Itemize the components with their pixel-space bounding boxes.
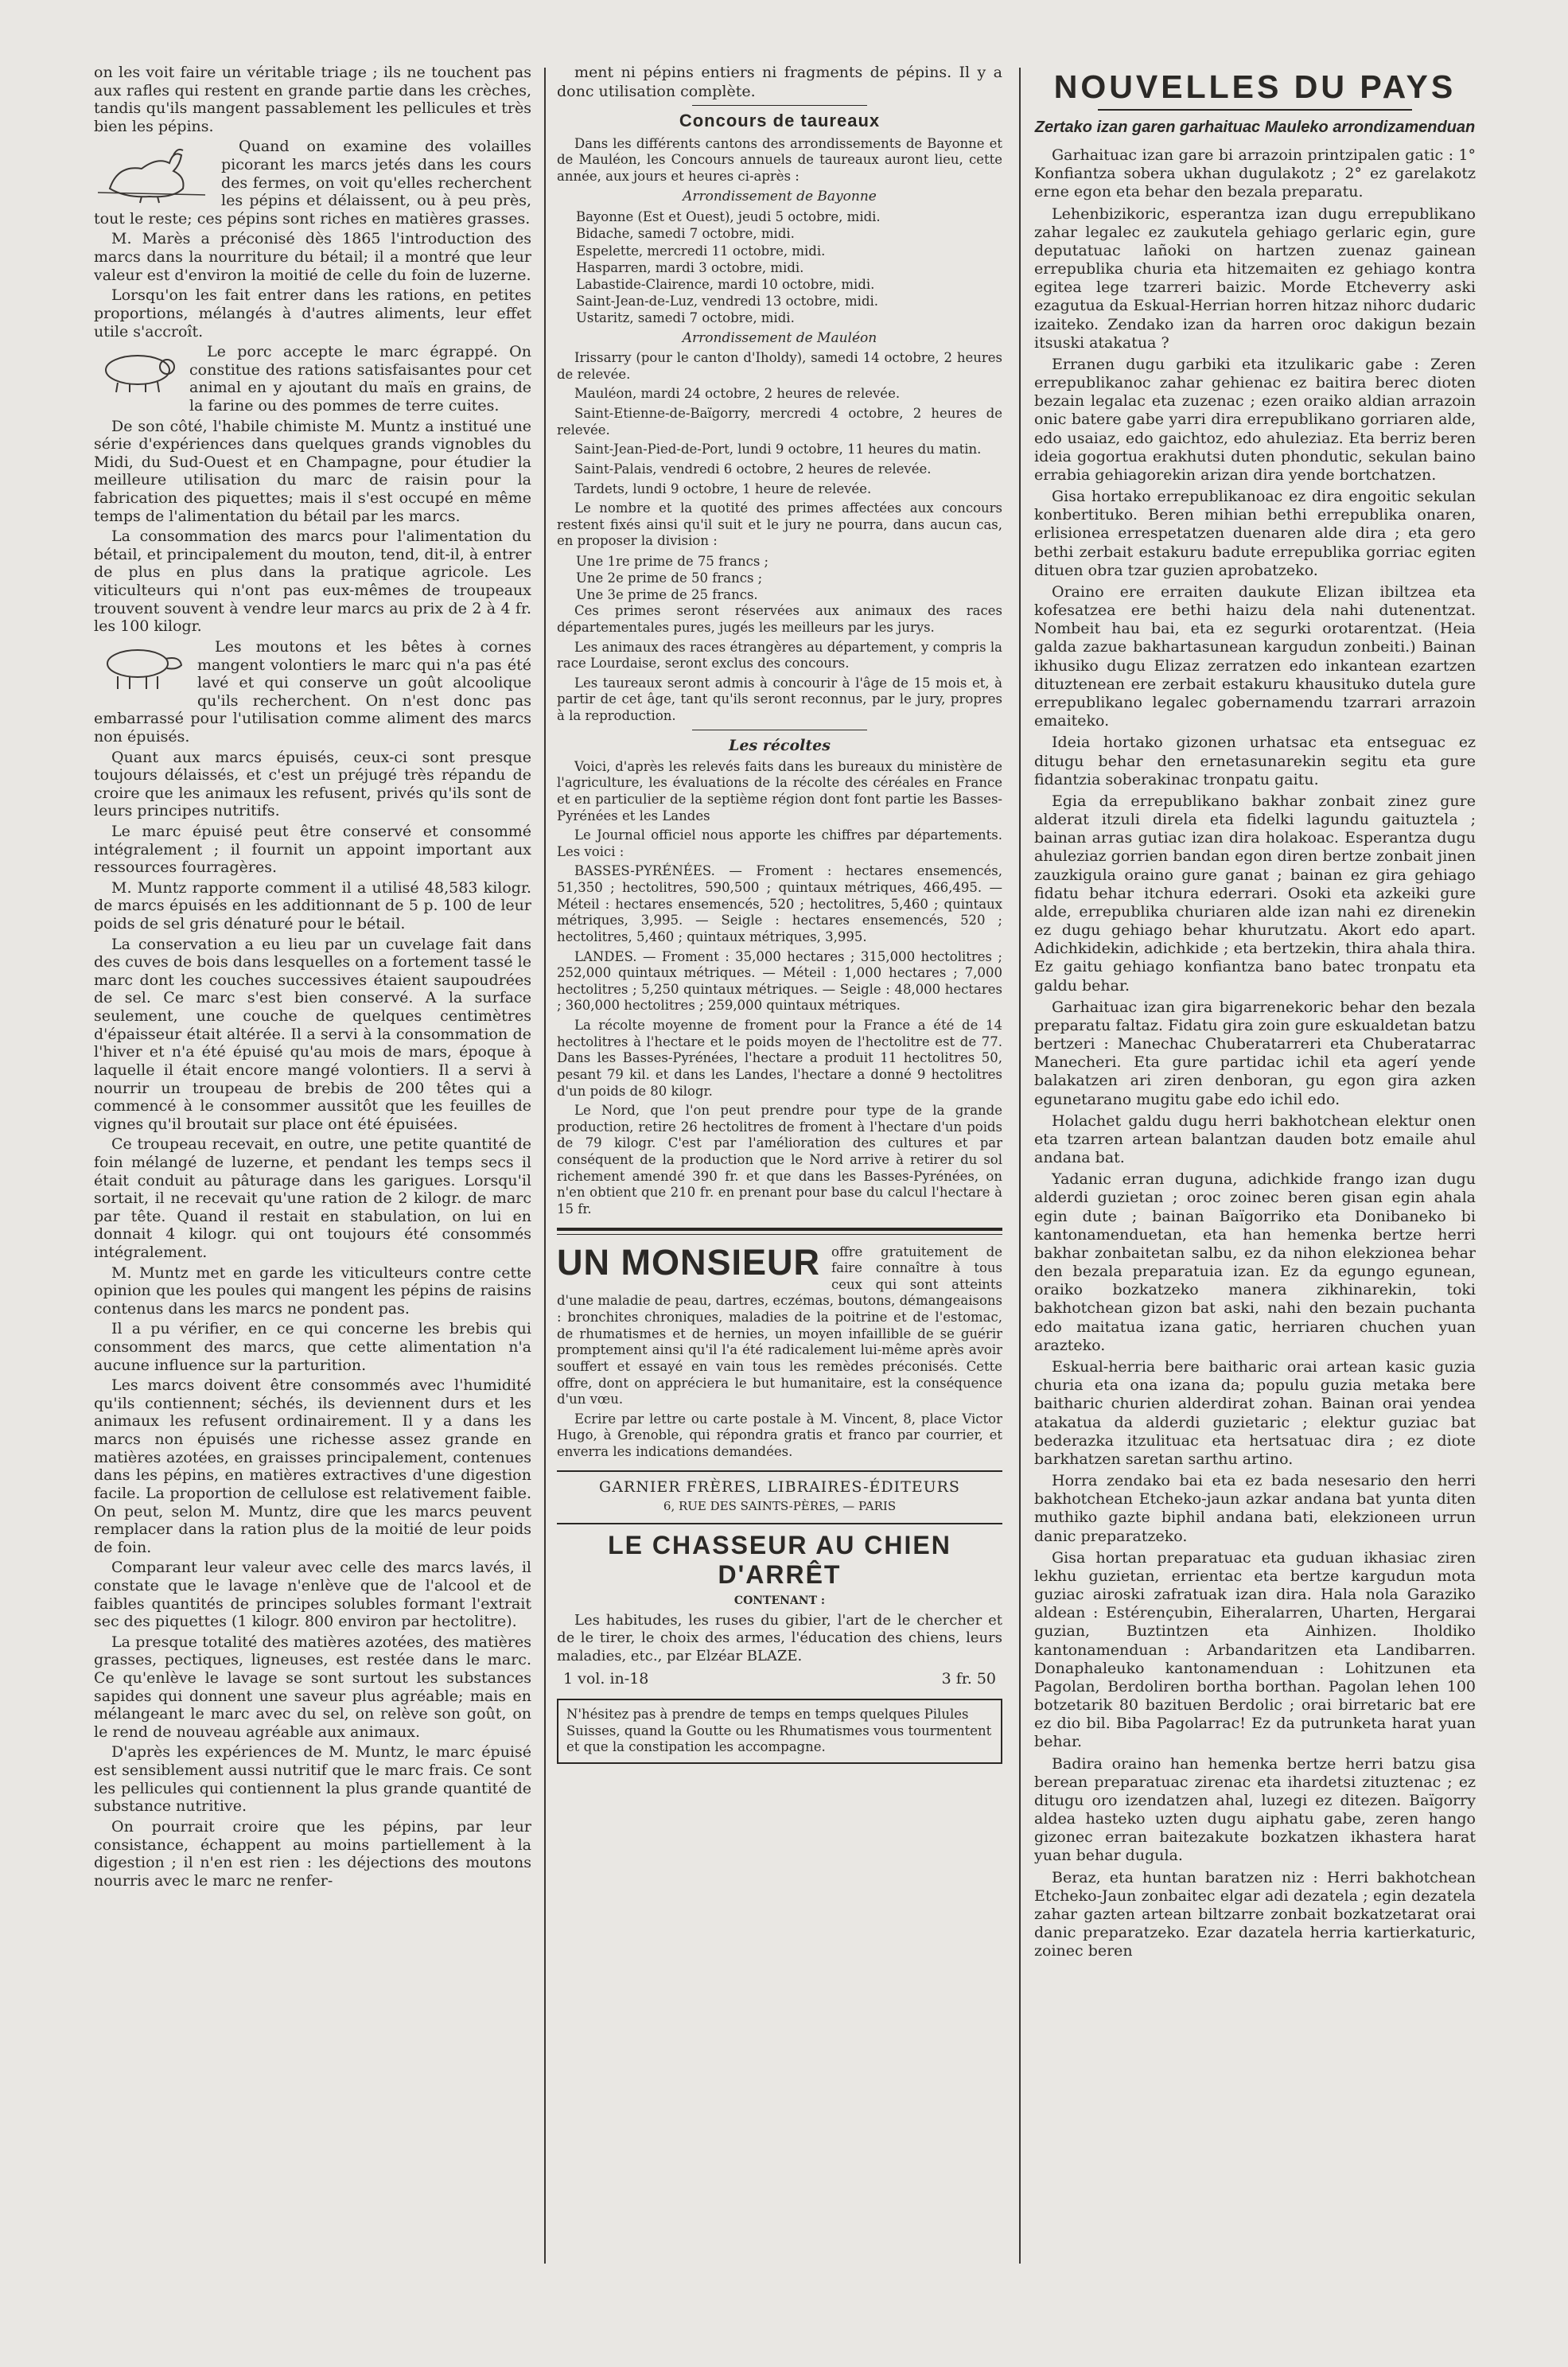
nouvelles-heading: NOUVELLES DU PAYS bbox=[1053, 68, 1457, 105]
arrondissement-mauleon-heading: Arrondissement de Mauléon bbox=[682, 330, 877, 347]
advert-monsieur bbox=[557, 1241, 1002, 1461]
arrondissement-bayonne-heading: Arrondissement de Bayonne bbox=[683, 189, 877, 205]
list-item: Une 2e prime de 50 francs ; bbox=[576, 570, 763, 586]
paragraph: Garhaituac izan gare bi arrazoin printzipalen gatic : 1° Konfiantza sobera ukhan dugulakotz ; 2° ez garelakotz erne egon eta behar den bezala preparatu. bbox=[1034, 146, 1476, 201]
paragraph: Holachet galdu dugu herri bakhotchean elektur onen eta tzarren artean balantzan dauden botz emaile ahul andana bat. bbox=[1034, 1111, 1476, 1167]
list-item: Espelette, mercredi 11 octobre, midi. bbox=[576, 243, 826, 259]
article-column-concours bbox=[557, 64, 1002, 2272]
list-item: Saint-Jean-de-Luz, vendredi 13 octobre, midi. bbox=[576, 293, 879, 309]
advert-pilules-box bbox=[557, 1699, 1002, 1764]
paragraph: Oraino ere erraiten daukute Elizan ibiltzea eta kofesatzea ere bethi haizu dela nahi dutenentzat. Nombeit hau bai, eta ez segurki orotarentzat. (Heia galda zazue bakhartasunean kargudun zonbeiti.) Bainan ikhusiko dugu Elizaz zerratzen edo inkantean ezartzen dituztenean ere zerbait estakuru khausituko dutela gure errepublikano legalec gobernamendu tzarrari arrazoin emaiteko. bbox=[1034, 582, 1476, 730]
publisher-name: GARNIER FRÈRES, LIBRAIRES-ÉDITEURS bbox=[599, 1477, 960, 1496]
advert-divider bbox=[557, 1228, 1002, 1231]
list-item: Saint-Etienne-de-Baïgorry, mercredi 4 octobre, 2 heures de relevée. bbox=[557, 406, 1002, 438]
list-item: Saint-Jean-Pied-de-Port, lundi 9 octobre, 11 heures du matin. bbox=[574, 442, 982, 457]
list-item: Ustaritz, samedi 7 octobre, midi. bbox=[576, 310, 795, 326]
paragraph: Dans les différents cantons des arrondissements de Bayonne et de Mauléon, les Concours annuels de taureaux auront lieu, cette année, aux jours et heures ci-après : bbox=[557, 135, 1002, 184]
paragraph: Comparant leur valeur avec celle des marcs lavés, il constate que le lavage n'enlève que de l'alcool et de faibles quantités de principes solubles formant l'extrait sec des piquettes (1 kilogr. 800 environ par hectolitre). bbox=[94, 1559, 531, 1631]
divider bbox=[1098, 109, 1412, 111]
paragraph: Badira oraino han hemenka bertze herri batzu gisa berean preparatuac zirenac eta ihardetsi zituztenac ; ez ditugu oro izendatzen ahal, luzegi ez ditezen. Baïgorry aldea hasteko uzten dugu aiphatu gabe, zeren hango gizonec erran baitezakute bozkatzen ikhastera harat yuan behar dugula. bbox=[1034, 1754, 1476, 1865]
paragraph: Egia da errepublikano bakhar zonbait zinez gure alderat itzuli direla eta fidelki lagundu gaituztela ; bainan arras gutiac izan dira holakoac. Esperantza dugu ahuleziaz gorrien bandan egon diren bertze zonbait jinen zauzkigula oraino gure ganat ; bainan ez gira gehiago fidatu behar itchura ederrari. Osoki eta azkeiki gure alde, errepublika churiaren alde izan nahi ez direnekin ez dugu gehiago behar khurutzatu. Akort edo apart. Adichkidekin, adichkide ; eta bertzekin, thira ahala thira. Ez gaitu gehiago konfiantza bano batec tronpatu eta galdu behar. bbox=[1034, 792, 1476, 995]
paragraph: Horra zendako bai eta ez bada nesesario den herri bakhotchean Etcheko-jaun azkar andana bat yunta diten muthiko gazte biphil andana bati, elekzioneen urrun danic preparatzeko. bbox=[1034, 1472, 1476, 1545]
paragraph: Les marcs doivent être consommés avec l'humidité qu'ils contiennent; séchés, ils deviennent durs et les animaux les refusent ordinairement. Il y a dans les marcs non épuisés une richesse assez grande en matières azotées, en graisses principalement, contenues dans les pépins, en matières extractives d'une digestion facile. La proportion de cellulose est relativement faible. On peut, selon M. Muntz, dire que les marcs peuvent remplacer dans la ration plus de la moitié de leur poids de foin. bbox=[94, 1376, 531, 1556]
paragraph: On pourrait croire que les pépins, par leur consistance, échappent au moins partiellement à la digestion ; il n'en est rien : les déjections des moutons nourris avec le marc ne renfer- bbox=[94, 1817, 531, 1890]
book-price: 3 fr. 50 bbox=[941, 1670, 996, 1688]
list-item: Hasparren, mardi 3 octobre, midi. bbox=[576, 259, 804, 275]
paragraph: La consommation des marcs pour l'alimentation du bétail, et principalement du mouton, tend, dit-il, à entrer de plus en plus dans la pratique agricole. Les viticulteurs qui n'ont pas eux-mêmes de troupeaux trouvent souvent à vendre leur marcs au prix de 2 à 4 fr. les 100 kilogr. bbox=[94, 528, 531, 636]
paragraph: Le porc accepte le marc égrappé. On constitue des rations satisfaisantes pour cet animal en y ajoutant du maïs en grains, de la farine ou des pommes de terre cuites. bbox=[189, 343, 531, 415]
paragraph: Le Nord, que l'on peut prendre pour type de la grande production, retire 26 hectolitres de froment à l'hectare d'un poids de 79 kilogr. C'est par l'amélioration des cultures et par conséquent de la production que le Nord arrive à retirer du sol richement amendé 390 fr. et que dans les Basses-Pyrénées, on n'en obtient que 210 fr. en prenant pour base du calcul l'hectare à 15 fr. bbox=[557, 1103, 1002, 1217]
divider bbox=[692, 105, 867, 106]
list-item: Saint-Palais, vendredi 6 octobre, 2 heures de relevée. bbox=[574, 461, 932, 477]
list-item: Une 3e prime de 25 francs. bbox=[576, 587, 758, 603]
list-item: Irissarry (pour le canton d'Iholdy), samedi 14 octobre, 2 heures de relevée. bbox=[557, 350, 1002, 382]
paragraph: Quant aux marcs épuisés, ceux-ci sont presque toujours délaissés, et c'est un préjugé très répandu de croire que les animaux les refusent, privés qu'ils sont de leurs principes nutritifs. bbox=[94, 748, 531, 820]
recoltes-heading: Les récoltes bbox=[729, 736, 831, 754]
advert-price-row bbox=[557, 1668, 1002, 1689]
publisher-address: 6, RUE DES SAINTS-PÈRES, — PARIS bbox=[663, 1498, 897, 1513]
paragraph: Quand on examine des volailles picorant les marcs jetés dans les cours des fermes, on voit qu'elles recherchent les pépins et délaissent, ou à peu près, tout le reste; ces pépins sont riches en matières grasses. bbox=[94, 138, 531, 228]
paragraph: Il a pu vérifier, en ce qui concerne les brebis qui consomment des marcs, que cette alimentation n'a aucune influence sur la parturition. bbox=[94, 1320, 531, 1374]
paragraph: M. Muntz rapporte comment il a utilisé 48,583 kilogr. de marcs épuisés en les additionnant de 5 p. 100 de leur poids de sel gris dénaturé pour le bétail. bbox=[94, 878, 531, 933]
column-rule-right bbox=[1019, 68, 1021, 2264]
paragraph: Eskual-herria bere baitharic orai artean kasic guzia churia eta ona izana da; populu guzia metaka bere baitharic churien alderdirat zohan. Bainan orai yendea atakatua da alderdi guzietaric ; elektur guziac bat bederazka itzulituac eta hertsatuac dira ; ez diote barkhatzen saretan sarthu artino. bbox=[1034, 1358, 1476, 1468]
paragraph: on les voit faire un véritable triage ; ils ne touchent pas aux rafles qui restent en grande partie dans les crèches, tandis qu'ils mangent passablement les pellicules et très bien les pépins. bbox=[94, 64, 531, 135]
paragraph: La conservation a eu lieu par un cuvelage fait dans des cuves de bois dans lesquelles on a fortement tassé le marc dont les couches successives étaient saupoudrées de sel. Ce marc s'est bien conservé. A la surface seulement, une couche de quelques centimètres d'épaisseur était altérée. Il a servi à la consommation de l'hiver et n'a été épuisé qu'au mois de mars, époque à laquelle il était encore mangé volontiers. Il a servi à nourrir un troupeau de brebis de 200 têtes qui a commencé à le consommer aussitôt que les feuilles de vignes qu'il broutait sur place ont été épuisées. bbox=[94, 935, 531, 1133]
paragraph: Les moutons et les bêtes à cornes mangent volontiers le marc qui n'a pas été lavé et qui conserve un goût alcoolique qu'ils recherchent. On n'est donc pas embarrassé pour l'utilisation comme aliment des marcs non épuisés. bbox=[94, 637, 531, 746]
primes-list bbox=[557, 553, 1002, 603]
paragraph: Le Journal officiel nous apporte les chiffres par départements. Les voici : bbox=[557, 827, 1002, 859]
book-volume: 1 vol. in-18 bbox=[563, 1670, 649, 1688]
article-column-nouvelles bbox=[1034, 64, 1476, 2272]
bayonne-schedule-list bbox=[557, 208, 1002, 326]
list-item: Mauléon, mardi 24 octobre, 2 heures de relevée. bbox=[574, 386, 901, 402]
advert-chasseur-title: LE CHASSEUR AU CHIEN D'ARRÊT bbox=[608, 1530, 951, 1589]
paragraph: La presque totalité des matières azotées, des matières grasses, pectiques, ligneuses, est restée dans le marc. Ce qu'enlève le lavage se sont surtout les substances sapides qui donnent une saveur plus agréable; mais en mélangeant le marc avec du sel, on relève son goût, on le rend de nouveau agréable aux animaux. bbox=[94, 1633, 531, 1741]
paragraph: Ecrire par lettre ou carte postale à M. Vincent, 8, place Victor Hugo, à Grenoble, qui répondra gratis et franco par courrier, et enverra les indications demandées. bbox=[557, 1411, 1002, 1460]
basque-subheading: Zertako izan garen garhaituac Mauleko arrondizamenduan bbox=[1034, 119, 1476, 136]
column-rule-left bbox=[544, 68, 546, 2264]
concours-heading: Concours de taureaux bbox=[679, 110, 881, 130]
paragraph: De son côté, l'habile chimiste M. Muntz a institué une série d'expériences dans quelques grands vignobles du Midi, du Sud-Ouest et en Champagne, pour étudier la meilleure utilisation du marc de raisin pour la fabrication des piquettes; mais il s'est occupé en même temps de l'alimentation du bétail par les marcs. bbox=[94, 417, 531, 525]
paragraph: Lehenbizikoric, esperantza izan dugu errepublikano zahar legalec ez zaukutela gehiago gerlaric egin, gure deputatuac lañoki on hartzen zuenaz gainean errepublika churia eta hitzemaiten ez gehiago kontra egitea lege tzarreri baizic. Morde Etcheverry aski ezagutua da Eskual-Herrian horren hitzaz nihorc dudaric izaiteko. Zendako izan da harren oroc dakigun bezain itsuski atakatua ? bbox=[1034, 204, 1476, 352]
paragraph: Gisa hortan preparatuac eta guduan ikhasiac ziren lekhu guzietan, errientac eta bertze kargudun mota guziac airoski zafratuak izan dira. Hala nola Garaziko aldean : Estérençubin, Eiheralarren, Uharten, Hergarai guzian, Buztintzen eta Ainhizen. Iholdiko kantonamenduan : Arbandaritzen eta Landibarren. Donaphaleuko kantonamenduan : Lohitzunen eta Pagolan, Berdoliren bortha borthan. Pagolan lehen 100 botzetarik 80 bazituen Berdolic ; orai birretaric bat ere ez dio bil. Biba Pagolarrac! Ez da putrunketa harat yuan behar. bbox=[1034, 1548, 1476, 1751]
paragraph: Les taureaux seront admis à concourir à l'âge de 15 mois et, à partir de cet âge, tant qu'ils seront reconnus, par le jury, propres à la reproduction. bbox=[557, 675, 1002, 724]
paragraph: LANDES. — Froment : 35,000 hectares ; 315,000 hectolitres ; 252,000 quintaux métriques. — Méteil : 1,000 hectares ; 7,000 hectolitres ; 5,250 quintaux métriques. — Seigle : 48,000 hectares ; 360,000 hectolitres ; 259,000 quintaux métriques. bbox=[557, 948, 1002, 1014]
rooster-illustration-icon bbox=[94, 141, 213, 204]
list-item: Tardets, lundi 9 octobre, 1 heure de relevée. bbox=[574, 481, 872, 496]
paragraph: Garhaituac izan gira bigarrenekoric behar den bezala preparatu faltaz. Fidatu gira zoin gure eskualdetan batzu bertzeri : Manechac Chuberatarreri eta Chuberatarrac Manecheri. Eta gure partidac ichil eta agerí yende balakatzen ari ziren denboran, gu egon gira azken egunetarano mugitu gabe edo ichil edo. bbox=[1034, 998, 1476, 1108]
paragraph: Le nombre et la quotité des primes affectées aux concours restent fixés ainsi qu'il suit et le jury ne pourra, dans aucun cas, en proposer la division : bbox=[557, 500, 1002, 549]
paragraph: Voici, d'après les relevés faits dans les bureaux du ministère de l'agriculture, les évaluations de la récolte des céréales en France et en particulier de la septième région dont font partie les Basses-Pyrénées et les Landes bbox=[557, 758, 1002, 823]
paragraph: Erranen dugu garbiki eta itzulikaric gabe : Zeren errepublikanoc zahar gehienac ez baitira berec dioten bezain legalac eta zuzenac ; ezen oraiko aldian arrazoin onic batere gabe yarri dira errepublikano gorriaren alde, edo usaiaz, edo gaichtoz, edo ahuleziaz. Eta berriz beren ideia gogortua erakhutsi duten phondutic, sekulan baino errabia gehiagorekin arizan dira yende bortchatzen. bbox=[1034, 355, 1476, 484]
divider bbox=[557, 1523, 1002, 1524]
paragraph: Lorsqu'on les fait entrer dans les rations, en petites proportions, mélangés à d'autres aliments, leur effet utile s'accroît. bbox=[94, 286, 531, 341]
paragraph: Les habitudes, les ruses du gibier, l'art de le chercher et de le tirer, le choix des armes, l'éducation des chiens, leurs maladies, etc., par Elzéar BLAZE. bbox=[557, 1611, 1002, 1664]
list-item: Une 1re prime de 75 francs ; bbox=[576, 554, 769, 570]
sheep-illustration-icon bbox=[94, 641, 189, 692]
paragraph: Ideia hortako gizonen urhatsac eta entseguac ez ditugu behar den ernetasunarekin segitu eta gure fidantzia soberakinac tronpatu gaitu. bbox=[1034, 734, 1476, 788]
advert-monsieur-title: UN MONSIEUR bbox=[557, 1241, 821, 1283]
pig-illustration-icon bbox=[94, 346, 181, 394]
paragraph: Les animaux des races étrangères au département, y compris la race Lourdaise, seront exclus des concours. bbox=[557, 639, 1002, 672]
advert-pilules-text: N'hésitez pas à prendre de temps en temps quelques Pilules Suisses, quand la Goutte ou les Rhumatismes vous tourmentent et que la constipation les accompagne. bbox=[566, 1707, 992, 1755]
list-item: Bayonne (Est et Ouest), jeudi 5 octobre, midi. bbox=[576, 209, 881, 225]
paragraph: offre gratuitement de faire connaître à tous ceux qui sont atteints d'une maladie de peau, dartres, eczémas, boutons, démangeaisons : bronchites chroniques, maladies de la poitrine et de l'estomac, de rhumatismes et de hernies, un moyen infaillible de se guérir promptement ainsi qu'il l'a été radicalement lui-même après avoir souffert et essayé en vain tous les remèdes préconisés. Cette offre, dont on appréciera le but humanitaire, est la conséquence d'un vœu. bbox=[557, 1244, 1002, 1407]
paragraph: Le marc épuisé peut être conservé et consommé intégralement ; il fournit un appoint important aux ressources fourragères. bbox=[94, 822, 531, 877]
divider bbox=[557, 1234, 1002, 1235]
paragraph: ment ni pépins entiers ni fragments de pépins. Il y a donc utilisation complète. bbox=[557, 64, 1002, 100]
advert-contenant: CONTENANT : bbox=[733, 1594, 826, 1607]
paragraph: Ces primes seront réservées aux animaux des races départementales pures, jugés les meilleurs par les jurys. bbox=[557, 603, 1002, 635]
paragraph: M. Muntz met en garde les viticulteurs contre cette opinion que les poules qui mangent les pépins de raisins contenus dans les marcs ne pondent pas. bbox=[94, 1263, 531, 1318]
paragraph: D'après les expériences de M. Muntz, le marc épuisé est sensiblement aussi nutritif que le marc frais. Ce sont les pellicules qui contiennent la plus grande quantité de substance nutritive. bbox=[94, 1743, 531, 1816]
paragraph: Gisa hortako errepublikanoac ez dira engoitic sekulan konbertituko. Beren mihian bethi errepublika onaren, erlisionea errespetatzen duenaren alde dira ; eta gero bethi zerbait estakuru badute errepublika gorriac egiten dituen obra tzar guzien aprobatzeko. bbox=[1034, 488, 1476, 579]
paragraph: BASSES-PYRÉNÉES. — Froment : hectares ensemencés, 51,350 ; hectolitres, 590,500 ; quintaux métriques, 466,495. — Méteil : hectares ensemencés, 520 ; hectolitres, 5,460 ; quintaux métriques, 3,995. — Seigle : hectares ensemencés, 520 ; hectolitres, 5,460 ; quintaux métriques, 3,995. bbox=[557, 863, 1002, 944]
list-item: Bidache, samedi 7 octobre, midi. bbox=[576, 226, 795, 242]
paragraph: Beraz, eta huntan baratzen niz : Herri bakhotchean Etcheko-Jaun zonbaitec elgar adi dezatela ; egin dezatela zahar gazten artean biltzarre zonbait bozkatzetarat orai danic preparatzeko. Ezar dazatela herria kartierkaturic, zoinec beren bbox=[1034, 1868, 1476, 1960]
divider bbox=[557, 1470, 1002, 1472]
list-item: Labastide-Clairence, mardi 10 octobre, midi. bbox=[576, 276, 875, 292]
article-column-marcs bbox=[94, 64, 531, 2272]
paragraph: Ce troupeau recevait, en outre, une petite quantité de foin mélangé de luzerne, et pendant les temps secs il était conduit au pâturage dans les garigues. Lorsqu'il sortait, il ne recevait qu'une ration de 2 kilogr. de marc par tête. Quand il restait en stabulation, on lui en donnait 4 kilogr. qui ont toujours été consommés intégralement. bbox=[94, 1135, 531, 1261]
paragraph: Yadanic erran duguna, adichkide frango izan dugu alderdi guzietan ; oroc zoinec beren gisan egin ahala egin dute ; bainan Baïgorriko eta Donibaneko bi kantonamenduetan, eta han hemenka bertze herri bakhar zonbaitetan salbu, ez da nihon elekzionea behar den bezala preparatuia izan. Ez da egungo egunean, oraiko bozkatzeko manera zikhinarekin, toki bakhotchean gizon bat aski, nahi den bezain puchanta edo maitatua izana gatic, herriaren chuchen yuan arazteko. bbox=[1034, 1170, 1476, 1354]
paragraph: La récolte moyenne de froment pour la France a été de 14 hectolitres à l'hectare et le poids moyen de l'hectolitre est de 77. Dans les Basses-Pyrénées, l'hectare a produit 11 hectolitres 50, pesant 79 kil. et dans les Landes, l'hectare a donné 9 hectolitres d'un poids de 80 kilogr. bbox=[557, 1018, 1002, 1099]
paragraph: M. Marès a préconisé dès 1865 l'introduction des marcs dans la nourriture du bétail; il a montré que leur valeur est d'environ la moitié de celle du foin de luzerne. bbox=[94, 230, 531, 284]
